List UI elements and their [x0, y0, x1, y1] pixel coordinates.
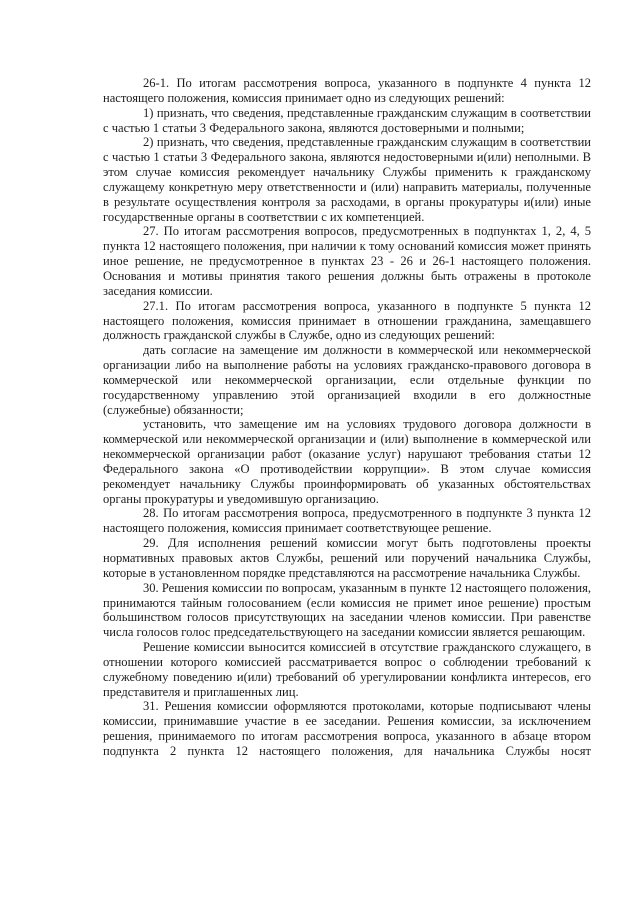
decision-establish-violation: установить, что замещение им на условиях трудового договора должности в коммерческой или некоммерческой организации и (или) выполнение в коммерческой или некоммерческой организации работ (оказание услуг) нарушают требования статьи 12 Федерального закона «О противодействии коррупции». В этом случае комиссия рекомендует начальнику Службы проинформировать об указанных обстоятельствах органы прокуратуры и уведомившую организацию. — [103, 417, 591, 506]
decision-give-consent: дать согласие на замещение им должности в коммерческой или некоммерческой организации либо на выполнение работы на условиях гражданско-правового договора в коммерческой или некоммерческой организации, если отдельные функции по государственному управлению этой организацией входили в его должностные (служебные) обязанности; — [103, 343, 591, 417]
paragraph-30: 30. Решения комиссии по вопросам, указанным в пункте 12 настоящего положения, принимаются тайным голосованием (если комиссия не примет иное решение) простым большинством голосов присутствующих на заседании членов комиссии. При равенстве числа голосов голос председательствующего на заседании комиссии является решающим. — [103, 580, 591, 640]
paragraph-30-decision-absence: Решение комиссии выносится комиссией в отсутствие гражданского служащего, в отношении которого комиссией рассматривается вопрос о соблюдении требований к служебному поведению и(или) требований об урегулировании конфликта интересов, его представителя и приглашенных лиц. — [103, 640, 591, 699]
document-body — [103, 76, 591, 759]
paragraph-31: 31. Решения комиссии оформляются протоколами, которые подписывают члены комиссии, принимавшие участие в ее заседании. Решения комиссии, за исключением решения, принимаемого по итогам рассмотрения вопроса, указанного в абзаце втором подпункта 2 пункта 12 настоящего положения, для начальника Службы носят — [103, 699, 591, 758]
decision-option-2: 2) признать, что сведения, представленные гражданским служащим в соответствии с частью 1 статьи 3 Федерального закона, являются недостоверными и(или) неполными. В этом случае комиссия рекомендует начальнику Службы применить к гражданскому служащему конкретную меру ответственности и (или) направить материалы, полученные в результате осуществления контроля за расходами, в органы прокуратуры и(или) иные государственные органы в соответствии с их компетенцией. — [103, 135, 591, 224]
paragraph-27: 27. По итогам рассмотрения вопросов, предусмотренных в подпунктах 1, 2, 4, 5 пункта 12 настоящего положения, при наличии к тому оснований комиссия может принять иное решение, не предусмотренное в пунктах 23 - 26 и 26-1 настоящего положения. Основания и мотивы принятия такого решения должны быть отражены в протоколе заседания комиссии. — [103, 224, 591, 298]
paragraph-28: 28. По итогам рассмотрения вопроса, предусмотренного в подпункте 3 пункта 12 настоящего положения, комиссия принимает соответствующее решение. — [103, 506, 591, 536]
paragraph-27-1: 27.1. По итогам рассмотрения вопроса, указанного в подпункте 5 пункта 12 настоящего положения, комиссия принимает в отношении гражданина, замещавшего должность гражданской службы в Службе, одно из следующих решений: — [103, 298, 591, 343]
paragraph-29: 29. Для исполнения решений комиссии могут быть подготовлены проекты нормативных правовых актов Службы, решений или поручений начальника Службы, которые в установленном порядке представляются на рассмотрение начальника Службы. — [103, 536, 591, 580]
decision-option-1: 1) признать, что сведения, представленные гражданским служащим в соответствии с частью 1 статьи 3 Федерального закона, являются достоверными и полными; — [103, 105, 591, 135]
paragraph-26-1: 26-1. По итогам рассмотрения вопроса, указанного в подпункте 4 пункта 12 настоящего положения, комиссия принимает одно из следующих решений: — [103, 76, 591, 105]
